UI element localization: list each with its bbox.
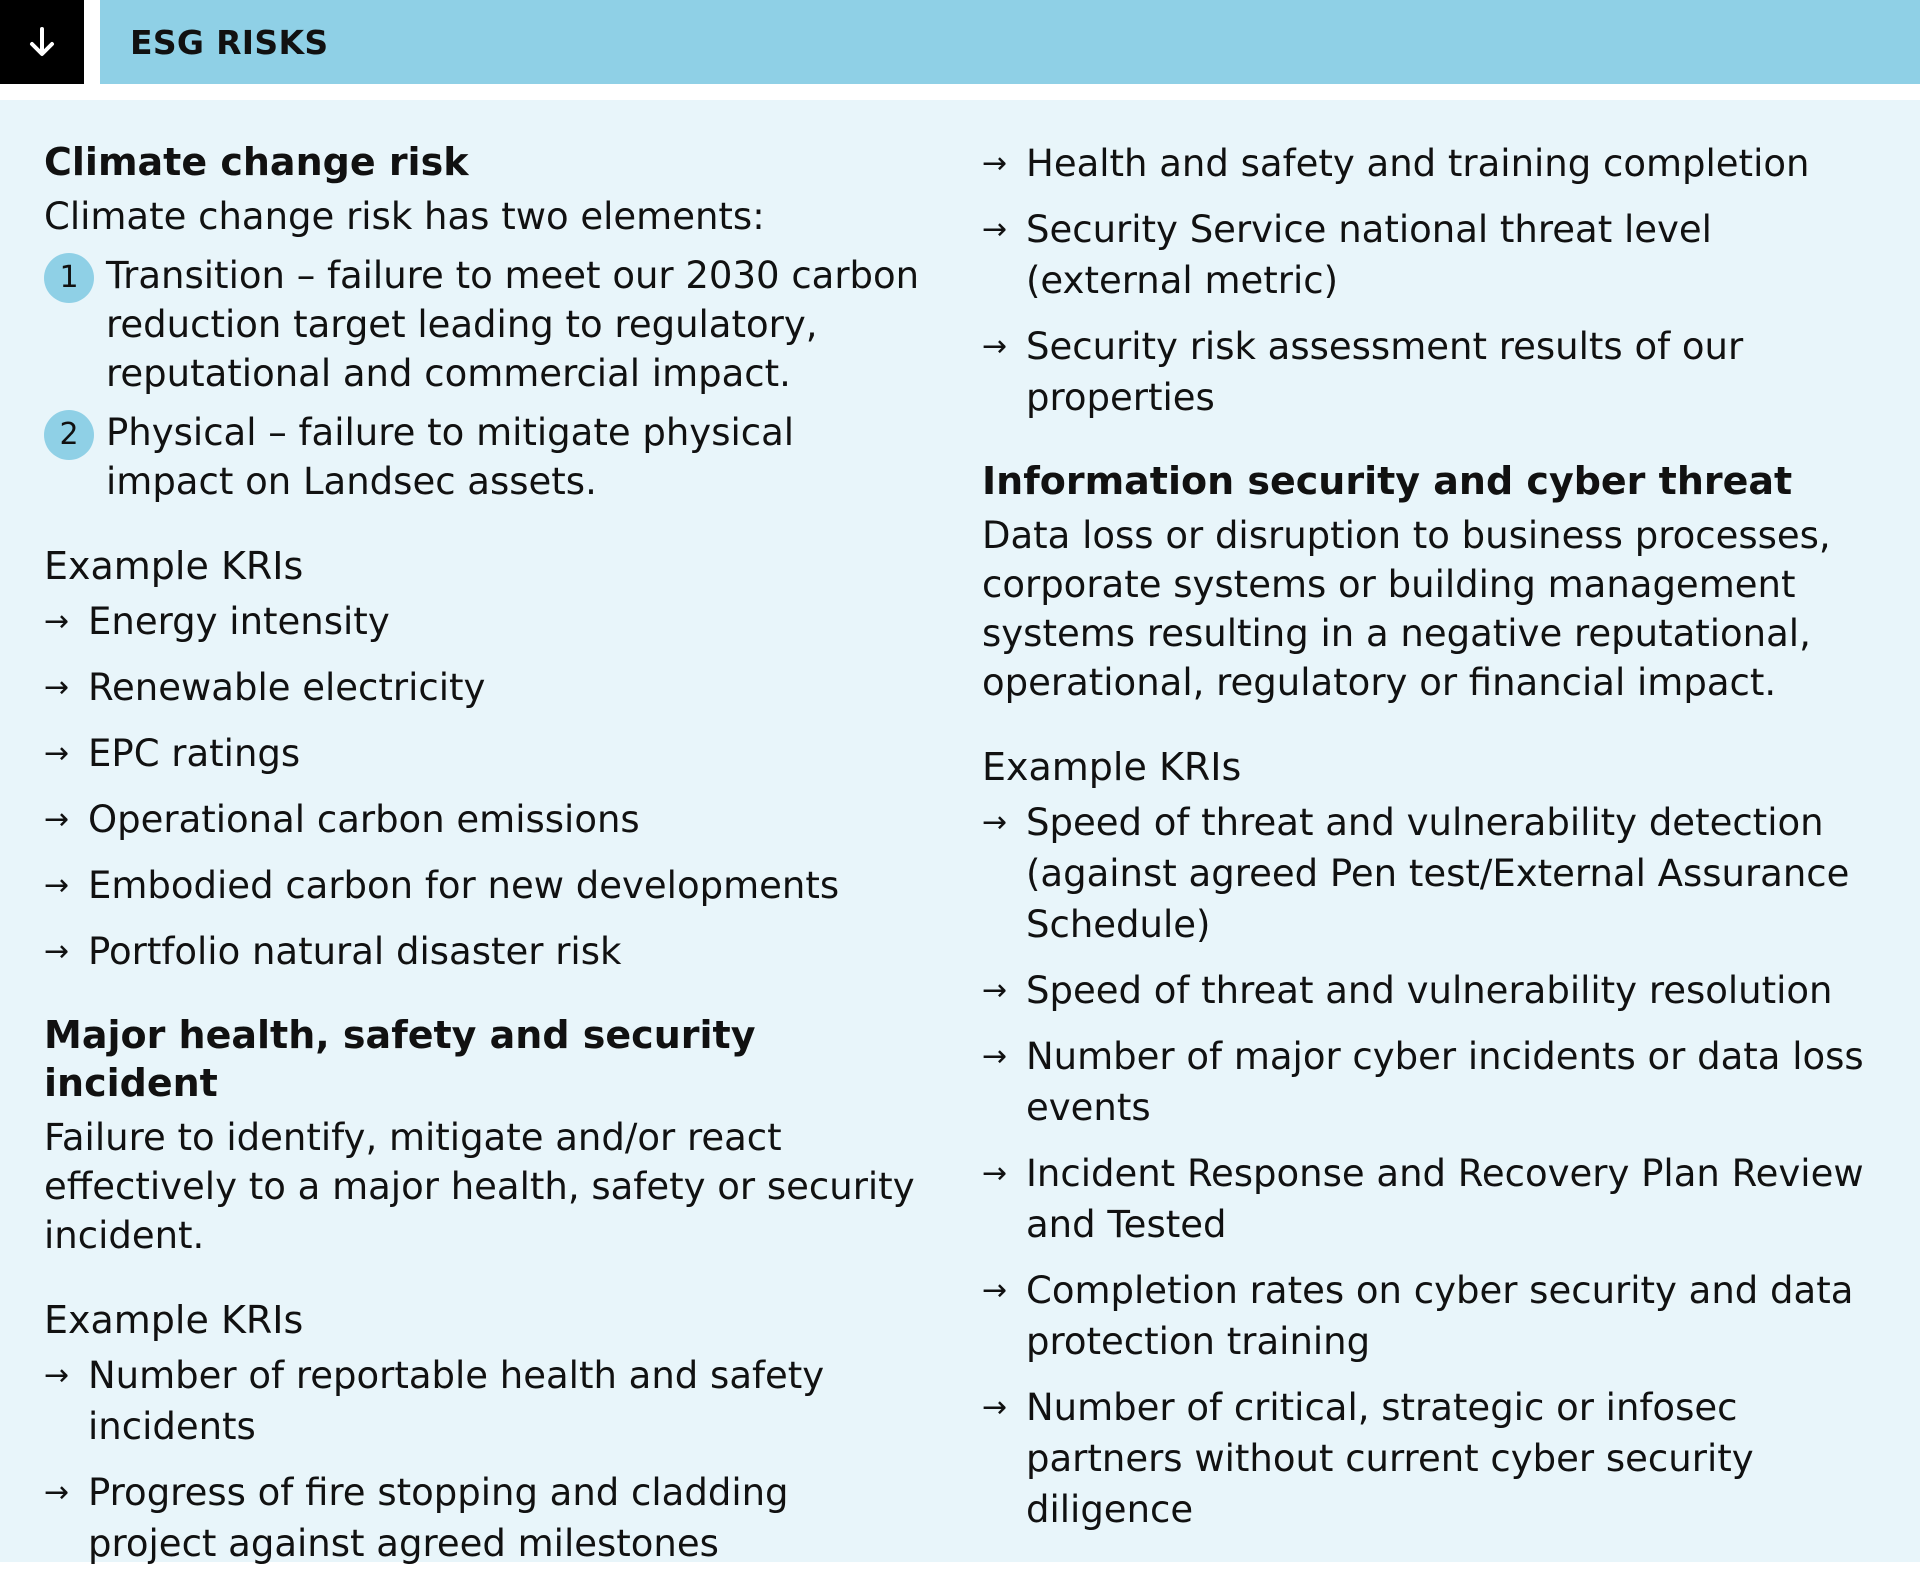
arrow-right-icon: → xyxy=(44,934,70,969)
climate-title: Climate change risk xyxy=(44,140,469,184)
climate-element-text: Transition – failure to meet our 2030 carbon reduction target leading to regulatory, reputational and commercial impact. xyxy=(106,254,920,395)
cyber-description: Data loss or disruption to business processes, corporate systems or building management systems resulting in a negative reputational, operational, regulatory or financial impact. xyxy=(982,514,1831,704)
health-kri-list-left xyxy=(44,1350,924,1569)
arrow-right-icon: → xyxy=(982,1156,1008,1191)
arrow-right-icon: → xyxy=(982,329,1008,364)
climate-element xyxy=(44,408,924,506)
list-item: → Security Service national threat level (external metric) xyxy=(982,204,1882,306)
number-badge: 2 xyxy=(44,410,94,460)
cyber-kri-title: Example KRIs xyxy=(982,745,1242,789)
arrow-right-icon: → xyxy=(44,1358,70,1393)
climate-intro: Climate change risk has two elements: xyxy=(44,195,765,238)
cyber-title: Information security and cyber threat xyxy=(982,459,1793,503)
arrow-right-icon: → xyxy=(44,670,70,705)
cyber-kri-list xyxy=(982,797,1882,1535)
list-item: → Renewable electricity xyxy=(44,662,924,713)
content-panel xyxy=(0,100,1920,1565)
arrow-right-icon: → xyxy=(44,604,70,639)
health-description: Failure to identify, mitigate and/or react effectively to a major health, safety or security incident. xyxy=(44,1116,915,1257)
arrow-right-icon: → xyxy=(982,805,1008,840)
health-kri-title: Example KRIs xyxy=(44,1298,304,1342)
left-column xyxy=(44,138,924,1584)
arrow-right-icon: → xyxy=(982,146,1008,181)
arrow-right-icon: → xyxy=(44,802,70,837)
header-bar xyxy=(100,0,1920,84)
arrow-right-icon: → xyxy=(44,736,70,771)
list-item: → Progress of fire stopping and cladding project against agreed milestones xyxy=(44,1467,924,1569)
arrow-right-icon: → xyxy=(44,1475,70,1510)
list-item: → Incident Response and Recovery Plan Review and Tested xyxy=(982,1148,1882,1250)
arrow-right-icon: → xyxy=(982,1273,1008,1308)
arrow-down-icon-glyph xyxy=(27,25,57,59)
arrow-right-icon: → xyxy=(982,1390,1008,1425)
climate-element-text: Physical – failure to mitigate physical impact on Landsec assets. xyxy=(106,411,795,503)
list-item: → Number of reportable health and safety incidents xyxy=(44,1350,924,1452)
list-item: → Completion rates on cyber security and data protection training xyxy=(982,1265,1882,1367)
list-item: → EPC ratings xyxy=(44,728,924,779)
arrow-down-icon[interactable] xyxy=(0,0,84,84)
right-column xyxy=(982,138,1882,1550)
list-item: → Speed of threat and vulnerability resolution xyxy=(982,965,1882,1016)
list-item: → Speed of threat and vulnerability detection (against agreed Pen test/External Assurance Schedule) xyxy=(982,797,1882,950)
header xyxy=(0,0,1920,84)
page-title: ESG RISKS xyxy=(130,22,329,62)
list-item: → Embodied carbon for new developments xyxy=(44,860,924,911)
list-item: → Operational carbon emissions xyxy=(44,794,924,845)
health-kri-list-right xyxy=(982,138,1882,423)
list-item: → Energy intensity xyxy=(44,596,924,647)
list-item: → Health and safety and training completion xyxy=(982,138,1882,189)
climate-kri-list xyxy=(44,596,924,977)
list-item: → Portfolio natural disaster risk xyxy=(44,926,924,977)
climate-kri-title: Example KRIs xyxy=(44,544,304,588)
arrow-right-icon: → xyxy=(982,1039,1008,1074)
health-title: Major health, safety and security incident xyxy=(44,1013,756,1105)
list-item: → Number of major cyber incidents or data loss events xyxy=(982,1031,1882,1133)
climate-elements xyxy=(44,251,924,506)
arrow-right-icon: → xyxy=(44,868,70,903)
number-badge: 1 xyxy=(44,253,94,303)
arrow-right-icon: → xyxy=(982,212,1008,247)
climate-element xyxy=(44,251,924,398)
arrow-right-icon: → xyxy=(982,973,1008,1008)
list-item: → Number of critical, strategic or infosec partners without current cyber security diligence xyxy=(982,1382,1882,1535)
list-item: → Security risk assessment results of our properties xyxy=(982,321,1882,423)
